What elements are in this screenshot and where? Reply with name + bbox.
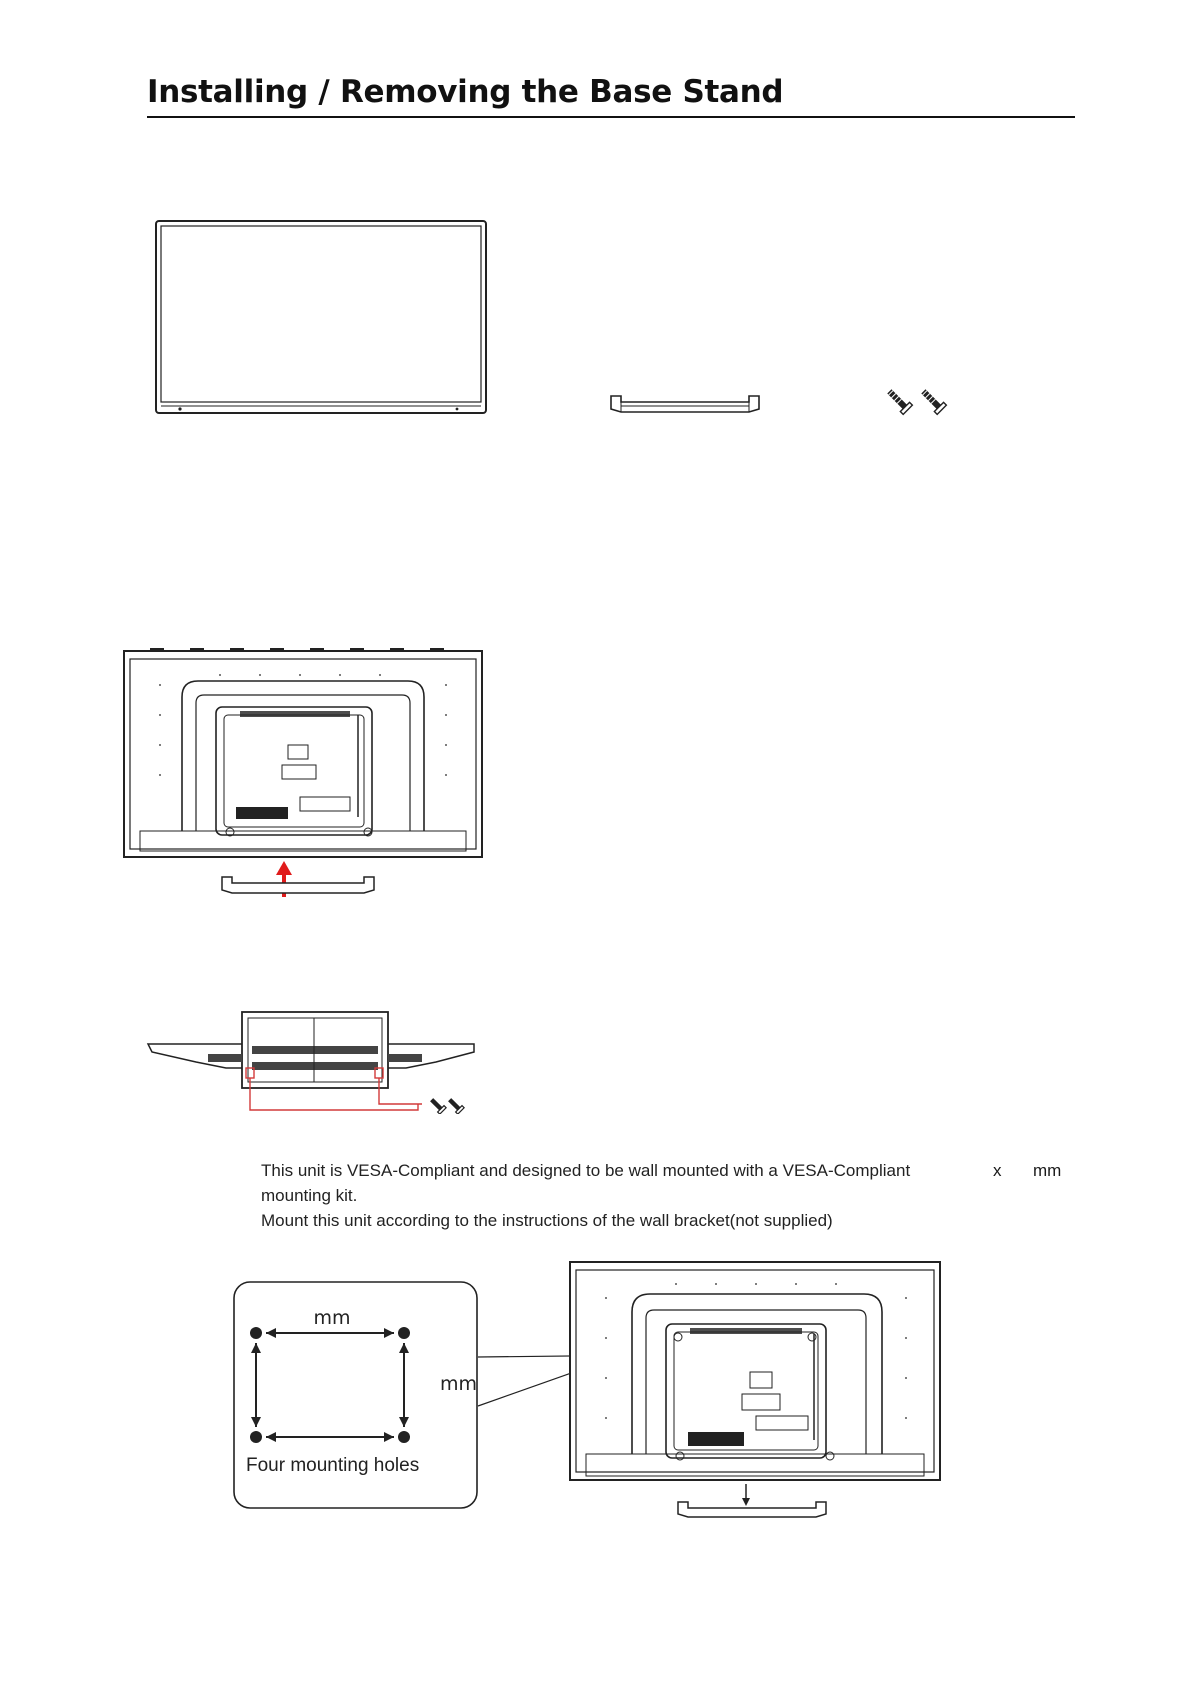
screws-illustration <box>882 380 956 420</box>
vesa-line-2: mounting kit. <box>261 1186 358 1205</box>
tv-back-install-illustration <box>120 645 486 905</box>
page-title: Installing / Removing the Base Stand <box>147 74 784 110</box>
vesa-line-3: Mount this unit according to the instructions of the wall bracket(not supplied) <box>261 1211 833 1230</box>
width-unit-label: mm <box>313 1307 351 1329</box>
vesa-line-1: This unit is VESA-Compliant and designed to be wall mounted with a VESA-Compliant <box>261 1161 911 1180</box>
tv-bottom-screws-illustration <box>146 1010 486 1114</box>
tv-back-remove-illustration <box>566 1258 944 1520</box>
vesa-unit: mm <box>1033 1161 1062 1180</box>
base-stand-illustration <box>609 392 761 416</box>
tv-front-illustration <box>155 220 489 416</box>
four-mounting-holes-label: Four mounting holes <box>246 1455 420 1476</box>
vesa-times-symbol: x <box>993 1161 1002 1180</box>
height-unit-label: mm <box>440 1373 478 1395</box>
vesa-description <box>261 1158 910 1233</box>
title-divider <box>147 116 1075 118</box>
